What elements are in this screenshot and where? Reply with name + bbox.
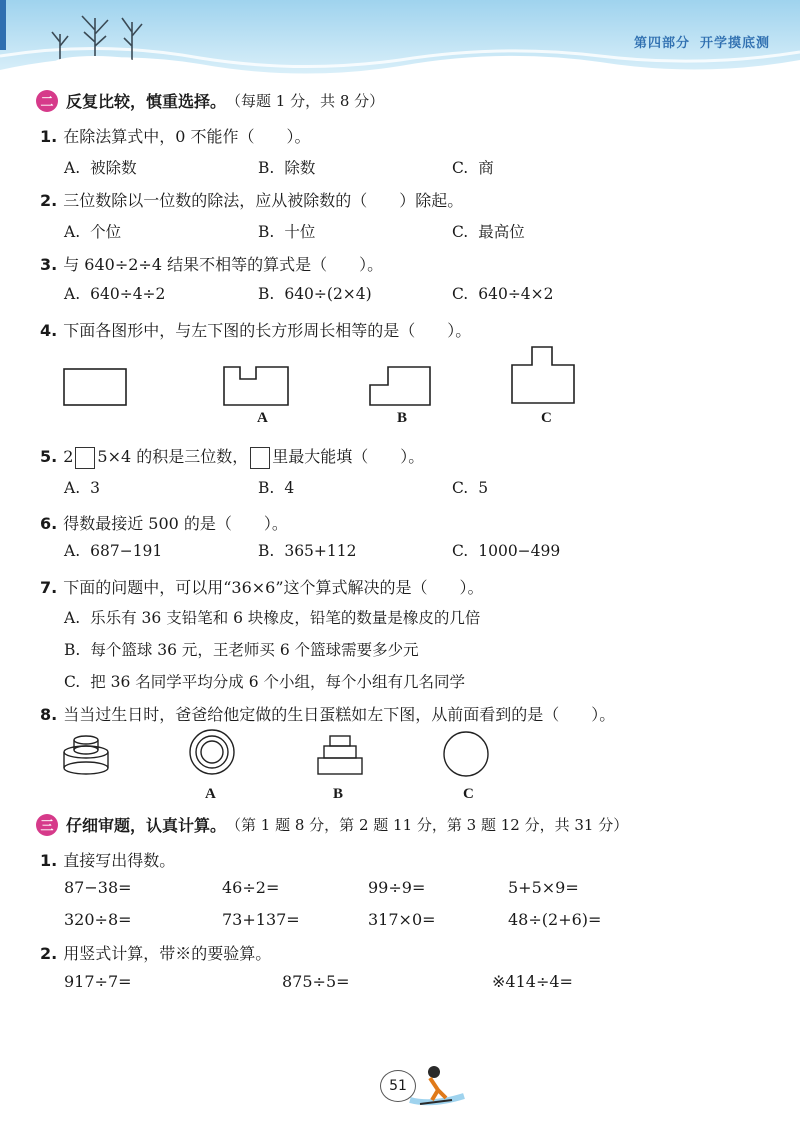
option-c[interactable]: C. 商	[452, 159, 494, 177]
question-8-figures	[60, 728, 500, 786]
page-header	[0, 0, 800, 84]
section-2-heading	[36, 89, 384, 112]
option-a[interactable]: A. 个位	[64, 223, 122, 241]
option-c[interactable]: C. 640÷4×2	[452, 285, 554, 303]
question-3: 3. 与 640÷2÷4 结果不相等的算式是（ ）。	[40, 255, 384, 274]
option-a[interactable]: A. 640÷4÷2	[64, 285, 166, 303]
view-a-circles	[190, 730, 234, 774]
reference-rectangle	[64, 369, 126, 405]
question-2: 2. 三位数除以一位数的除法，应从被除数的（ ）除起。	[40, 191, 464, 210]
calc-item[interactable]: 317×0=	[368, 910, 436, 929]
question-8: 8. 当当过生日时，爸爸给他定做的生日蛋糕如左下图，从前面看到的是（ ）。	[40, 705, 616, 724]
figure-label-a: A	[257, 410, 268, 426]
calc-question-1: 1. 直接写出得数。	[40, 851, 176, 870]
question-4-figures	[60, 345, 600, 415]
option-b[interactable]: B. 除数	[258, 159, 316, 177]
option-b[interactable]: B. 每个篮球 36 元，王老师买 6 个篮球需要多少元	[64, 641, 419, 659]
section-3-heading	[36, 813, 628, 836]
calc-item[interactable]: 320÷8=	[64, 910, 132, 929]
question-6: 6. 得数最接近 500 的是（ ）。	[40, 514, 288, 533]
view-c-circle	[444, 732, 488, 776]
option-a[interactable]: A. 乐乐有 36 支铅笔和 6 块橡皮，铅笔的数量是橡皮的几倍	[64, 609, 481, 627]
option-c[interactable]: C. 1000−499	[452, 542, 561, 560]
section-badge: 二	[36, 90, 58, 112]
option-b[interactable]: B. 365+112	[258, 542, 357, 560]
calc-item[interactable]: 73+137=	[222, 910, 300, 929]
option-c[interactable]: C. 把 36 名同学平均分成 6 个小组，每个小组有几名同学	[64, 673, 466, 691]
question-1: 1. 在除法算式中，0 不能作（ ）。	[40, 127, 311, 146]
option-c[interactable]: C. 最高位	[452, 223, 525, 241]
option-b[interactable]: B. 4	[258, 479, 295, 497]
section-note: （每题 1 分，共 8 分）	[226, 92, 385, 110]
calc-item[interactable]: 5+5×9=	[508, 878, 579, 897]
view-b-stacked-rects	[318, 736, 362, 774]
figure-label-c: C	[463, 786, 474, 802]
blank-box[interactable]	[75, 447, 95, 469]
part-label: 第四部分	[633, 36, 690, 51]
test-title: 开学摸底测	[699, 36, 770, 51]
calc-item[interactable]: 46÷2=	[222, 878, 280, 897]
figure-label-a: A	[205, 786, 216, 802]
section-badge: 三	[36, 814, 58, 836]
question-4: 4. 下面各图形中，与左下图的长方形周长相等的是（ ）。	[40, 321, 472, 340]
calc-item[interactable]: 917÷7=	[64, 972, 132, 991]
option-a[interactable]: A. 687−191	[64, 542, 163, 560]
option-b[interactable]: B. 十位	[258, 223, 316, 241]
calc-item[interactable]: 99÷9=	[368, 878, 426, 897]
option-a[interactable]: A. 3	[64, 479, 100, 497]
option-b[interactable]: B. 640÷(2×4)	[258, 285, 372, 303]
shape-a	[224, 367, 288, 405]
section-title: 仔细审题，认真计算。	[66, 816, 227, 835]
calc-item[interactable]: ※414÷4=	[492, 972, 573, 991]
calc-item[interactable]: 87−38=	[64, 878, 132, 897]
cake-reference	[64, 736, 108, 774]
calc-item[interactable]: 48÷(2+6)=	[508, 910, 602, 929]
figure-label-b: B	[333, 786, 344, 802]
header-title	[624, 32, 770, 51]
option-a[interactable]: A. 被除数	[64, 159, 137, 177]
calc-question-2: 2. 用竖式计算，带※的要验算。	[40, 944, 272, 963]
blank-box[interactable]	[250, 447, 270, 469]
option-c[interactable]: C. 5	[452, 479, 489, 497]
question-7: 7. 下面的问题中，可以用“36×6”这个算式解决的是（ ）。	[40, 578, 484, 597]
section-title: 反复比较，慎重选择。	[66, 92, 227, 111]
question-5: 5. 2 5×4 的积是三位数， 里最大能填（ ）。	[40, 444, 424, 469]
shape-b	[370, 367, 430, 405]
figure-label-c: C	[541, 410, 552, 426]
page-number: 51	[380, 1070, 416, 1102]
figure-label-b: B	[397, 410, 408, 426]
shape-c	[512, 347, 574, 403]
section-note: （第 1 题 8 分，第 2 题 11 分，第 3 题 12 分，共 31 分）	[226, 816, 629, 834]
calc-item[interactable]: 875÷5=	[282, 972, 350, 991]
